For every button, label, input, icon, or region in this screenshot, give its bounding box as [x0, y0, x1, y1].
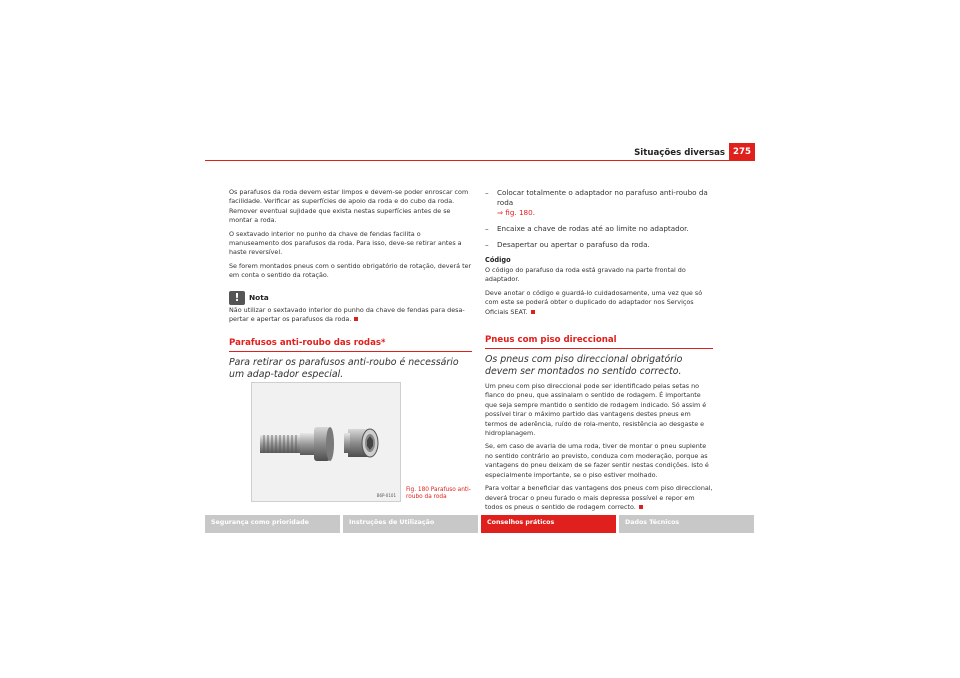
footer-tab-instrucoes[interactable]	[343, 515, 478, 533]
figure-reference-link[interactable]: ⇒ fig. 180	[497, 208, 533, 217]
paragraph: Os parafusos da roda devem estar limpos e devem-se poder enroscar com facilidade. Verificar as superfícies de apoio da roda e do cubo da roda. Remover eventual sujidade que exista nestas superfícies antes de se montar a roda.	[229, 188, 469, 225]
section-title: Parafusos anti-roubo das rodas*	[229, 338, 472, 352]
footer-tab-dados[interactable]	[619, 515, 754, 533]
paragraph: O sextavado interior no punho da chave de fendas facilita o manuseamento dos parafusos da roda. Para isso, deve-se retirar antes a haste reversível.	[229, 229, 462, 257]
step-2	[485, 224, 713, 234]
footer-tab-label: Segurança como prioridade	[211, 519, 309, 526]
footer-tab-conselhos[interactable]	[481, 515, 616, 533]
footer-tab-label: Dados Técnicos	[625, 519, 680, 526]
paragraph	[485, 289, 713, 317]
step-1	[485, 188, 713, 218]
step-dash: –	[485, 224, 489, 233]
section-title: Pneus com piso direccional	[485, 335, 713, 349]
footer-tab-seguranca[interactable]	[205, 515, 340, 533]
section-subtitle: Para retirar os parafusos anti-roubo é necessário um adap-tador especial.	[229, 357, 459, 380]
header-rule	[205, 160, 755, 161]
step-text	[497, 188, 713, 218]
wheel-bolt-illustration	[252, 383, 400, 501]
step-3-text: Desapertar ou apertar o parafuso da roda.	[497, 240, 650, 249]
section-subtitle: Os pneus com piso direccional obrigatório devem ser montados no sentido correcto.	[485, 354, 683, 377]
figure-caption: Fig. 180 Parafuso anti-roubo da roda	[406, 487, 471, 501]
note-header	[229, 291, 472, 305]
note-icon: !	[229, 291, 245, 305]
end-marker-icon	[639, 505, 643, 509]
step-1-end: .	[532, 208, 535, 217]
figure-180	[251, 382, 401, 502]
footer-tab-label: Instruções de Utilização	[349, 519, 435, 526]
step-1-text: Colocar totalmente o adaptador no parafuso anti-roubo da roda	[497, 188, 708, 207]
step-2-text: Encaixe a chave de rodas até ao limite no adaptador.	[497, 224, 689, 233]
left-column	[229, 188, 472, 385]
right-column	[485, 188, 713, 516]
paragraph-3: Para voltar a beneficiar das vantagens dos pneus com piso direccional, deverá trocar o pneu furado o mais depressa possível e repor em todos os pneus o sentido de rodagem correcto.	[485, 484, 713, 511]
step-dash: –	[485, 240, 489, 249]
end-marker-icon	[354, 317, 358, 321]
footer-tab-label: Conselhos práticos	[487, 519, 555, 526]
note-title: Nota	[249, 293, 269, 303]
paragraph: Se, em caso de avaria de uma roda, tiver de montar o pneu suplente no sentido contrário ao previsto, conduza com moderação, porque as vantagens do pneu deixam de se fazer sentir nestas condições. Isto é especialmente importante, se o piso estiver molhado.	[485, 442, 709, 479]
note-text	[229, 306, 472, 325]
code-paragraph-2: Deve anotar o código e guardá-lo cuidadosamente, uma vez que só com este se poderá obter o duplicado do adaptador nos Serviços Oficiais SEAT.	[485, 288, 703, 316]
step-3	[485, 240, 713, 250]
paragraph: O código do parafuso da roda está gravado na parte frontal do adaptador.	[485, 266, 686, 284]
paragraph: Um pneu com piso direccional pode ser identificado pelas setas no flanco do pneu, que assinalam o sentido de rodagem. É importante que seja sempre mantido o sentido de rodagem indicado. Só assim é possível tirar o máximo partido das vantagens destes pneus em termos de aderência, ruído de rola-mento, resistência ao desgaste e hidroplanagem.	[485, 382, 707, 438]
paragraph: Se forem montados pneus com o sentido obrigatório de rotação, deverá ter em conta o sentido da rotação.	[229, 261, 472, 280]
paragraph	[485, 484, 713, 512]
note-text-content: Não utilizar o sextavado interior do punho da chave de fendas para desa-pertar e apertar os parafusos da roda.	[229, 305, 465, 324]
step-dash: –	[485, 188, 489, 197]
end-marker-icon	[531, 310, 535, 314]
figure-code: B6P-0101	[376, 493, 396, 498]
code-heading: Código	[485, 256, 511, 264]
page-header-title: Situações diversas	[634, 148, 725, 158]
page-number: 275	[729, 143, 755, 160]
